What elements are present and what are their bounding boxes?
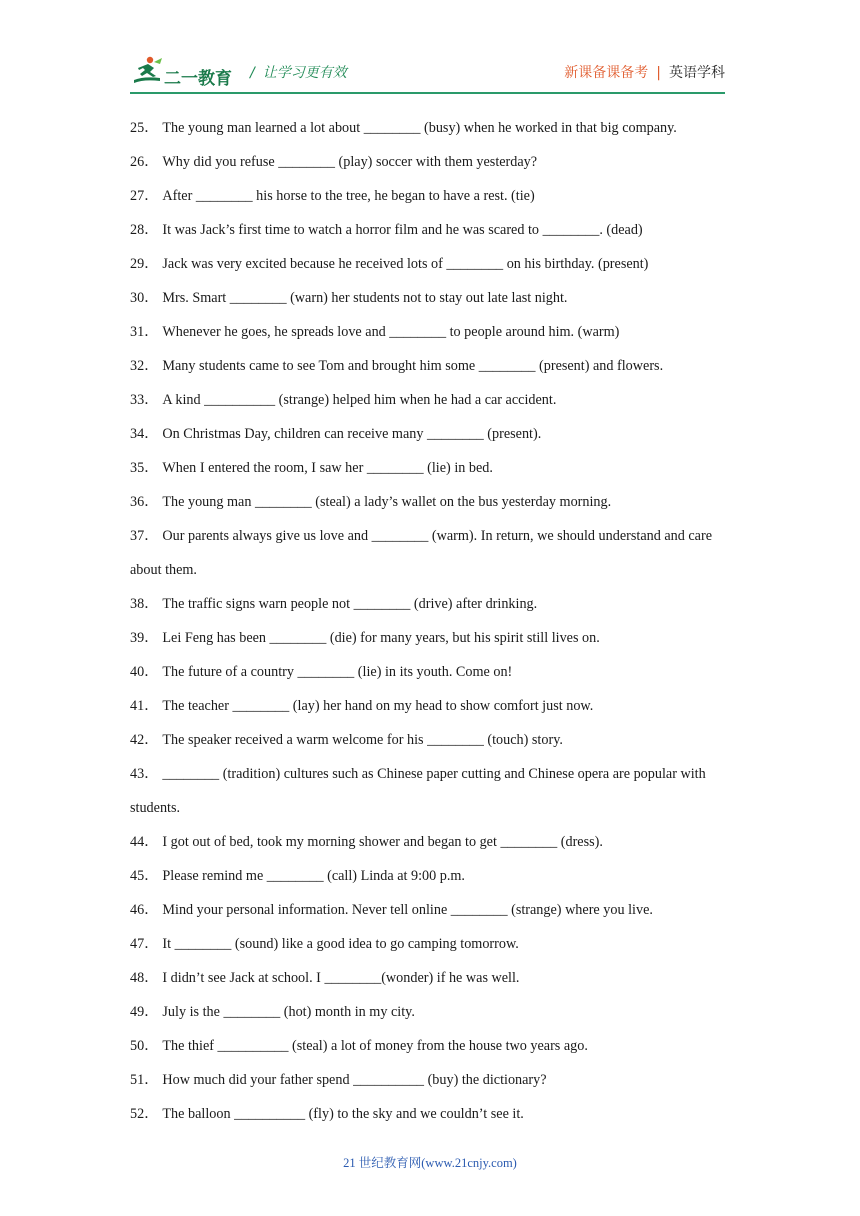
header-divider <box>130 92 725 94</box>
question-item <box>130 1063 735 1097</box>
question-item <box>130 417 735 451</box>
question-text: The young man ________ (steal) a lady’s wallet on the bus yesterday morning. <box>162 494 612 510</box>
question-text: The young man learned a lot about ________ (busy) when he worked in that big company. <box>162 120 677 136</box>
question-text: It was Jack’s first time to watch a horror film and he was scared to ________. (dead) <box>162 222 643 238</box>
question-text: Jack was very excited because he received lots of ________ on his birthday. (present) <box>162 256 649 272</box>
brand-logo <box>130 54 240 88</box>
course-label: 新课备课备考 <box>564 65 649 81</box>
question-text: Lei Feng has been ________ (die) for many years, but his spirit still lives on. <box>162 630 600 646</box>
question-item <box>130 315 735 349</box>
question-item <box>130 961 735 995</box>
question-number: 36． <box>130 494 159 510</box>
question-item <box>130 519 735 587</box>
question-text: ________ (tradition) cultures such as Chinese paper cutting and Chinese opera are popular with students. <box>130 766 706 816</box>
question-text: The thief __________ (steal) a lot of money from the house two years ago. <box>162 1038 588 1054</box>
question-text: When I entered the room, I saw her ________ (lie) in bed. <box>162 460 493 476</box>
slogan <box>250 62 347 82</box>
question-number: 28． <box>130 222 159 238</box>
question-text: Why did you refuse ________ (play) soccer with them yesterday? <box>162 154 538 170</box>
question-text: I didn’t see Jack at school. I ________(wonder) if he was well. <box>162 970 520 986</box>
question-item <box>130 247 735 281</box>
question-number: 46． <box>130 902 159 918</box>
question-text: A kind __________ (strange) helped him when he had a car accident. <box>162 392 557 408</box>
question-text: Mrs. Smart ________ (warn) her students not to stay out late last night. <box>162 290 568 306</box>
question-item <box>130 893 735 927</box>
question-number: 37． <box>130 528 159 544</box>
question-item <box>130 179 735 213</box>
question-text: The future of a country ________ (lie) in its youth. Come on! <box>162 664 513 680</box>
question-number: 34． <box>130 426 159 442</box>
question-number: 29． <box>130 256 159 272</box>
logo-text: 二一教育 <box>164 69 232 89</box>
question-text: Mind your personal information. Never tell online ________ (strange) where you live. <box>162 902 653 918</box>
runner-logo-icon <box>130 54 164 88</box>
subject-label: 英语学科 <box>669 65 725 81</box>
question-text: Many students came to see Tom and brought him some ________ (present) and flowers. <box>162 358 664 374</box>
question-number: 45． <box>130 868 159 884</box>
question-number: 40． <box>130 664 159 680</box>
page-header <box>130 52 725 96</box>
question-item <box>130 995 735 1029</box>
question-number: 49． <box>130 1004 159 1020</box>
question-number: 32． <box>130 358 159 374</box>
footer-source: 21 世纪教育网(www.21cnjy.com) <box>343 1156 517 1170</box>
question-item <box>130 927 735 961</box>
slash-divider: / <box>250 65 255 81</box>
question-number: 30． <box>130 290 159 306</box>
question-item <box>130 825 735 859</box>
question-number: 26． <box>130 154 159 170</box>
question-text: The speaker received a warm welcome for his ________ (touch) story. <box>162 732 563 748</box>
question-item <box>130 757 735 825</box>
question-number: 25． <box>130 120 159 136</box>
question-item <box>130 1097 735 1131</box>
question-number: 33． <box>130 392 159 408</box>
question-text: After ________ his horse to the tree, he began to have a rest. (tie) <box>162 188 535 204</box>
question-text: I got out of bed, took my morning shower and began to get ________ (dress). <box>162 834 603 850</box>
question-number: 27． <box>130 188 159 204</box>
question-item <box>130 451 735 485</box>
header-separator: | <box>656 65 661 81</box>
question-number: 35． <box>130 460 159 476</box>
question-number: 51． <box>130 1072 159 1088</box>
question-item <box>130 587 735 621</box>
question-number: 50． <box>130 1038 159 1054</box>
question-item <box>130 621 735 655</box>
question-text: On Christmas Day, children can receive many ________ (present). <box>162 426 542 442</box>
question-number: 52． <box>130 1106 159 1122</box>
question-item <box>130 383 735 417</box>
question-item <box>130 485 735 519</box>
question-item <box>130 859 735 893</box>
question-number: 42． <box>130 732 159 748</box>
question-text: It ________ (sound) like a good idea to go camping tomorrow. <box>162 936 519 952</box>
slogan-text: 让学习更有效 <box>262 65 347 81</box>
question-text: Whenever he goes, he spreads love and ________ to people around him. (warm) <box>162 324 620 340</box>
question-item <box>130 111 735 145</box>
question-item <box>130 281 735 315</box>
question-text: Please remind me ________ (call) Linda at 9:00 p.m. <box>162 868 465 884</box>
question-item <box>130 655 735 689</box>
question-item <box>130 213 735 247</box>
question-item <box>130 1029 735 1063</box>
question-number: 43． <box>130 766 159 782</box>
question-number: 38． <box>130 596 159 612</box>
question-text: July is the ________ (hot) month in my city. <box>162 1004 415 1020</box>
question-item <box>130 723 735 757</box>
question-text: The traffic signs warn people not ________ (drive) after drinking. <box>162 596 538 612</box>
question-number: 44． <box>130 834 159 850</box>
question-number: 41． <box>130 698 159 714</box>
question-list <box>130 111 735 1131</box>
question-number: 31． <box>130 324 159 340</box>
question-text: Our parents always give us love and ________ (warm). In return, we should understand and care about them. <box>130 528 712 578</box>
question-item <box>130 349 735 383</box>
question-number: 47． <box>130 936 159 952</box>
question-text: The balloon __________ (fly) to the sky and we couldn’t see it. <box>162 1106 524 1122</box>
question-item <box>130 689 735 723</box>
question-text: The teacher ________ (lay) her hand on my head to show comfort just now. <box>162 698 594 714</box>
header-right <box>564 62 725 82</box>
question-item <box>130 145 735 179</box>
question-text: How much did your father spend __________ (buy) the dictionary? <box>162 1072 547 1088</box>
question-number: 48． <box>130 970 159 986</box>
question-number: 39． <box>130 630 159 646</box>
